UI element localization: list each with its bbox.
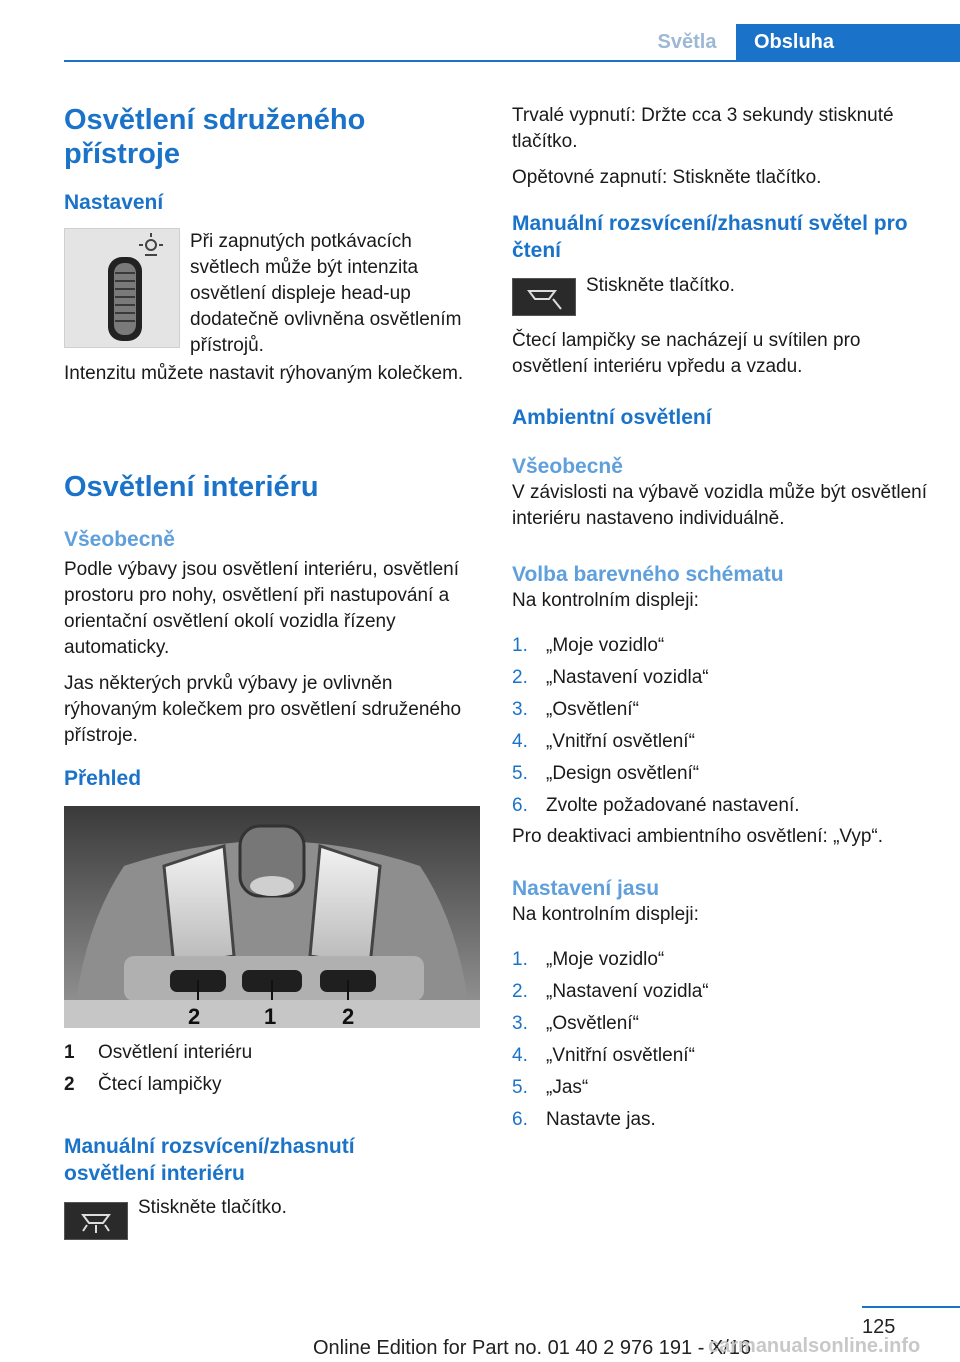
color-steps-list <box>512 630 928 822</box>
heading-prehled: Přehled <box>64 767 142 790</box>
list-item: 6. Zvolte požadované nastavení. <box>512 795 800 816</box>
brightness-intro-text: Na kontrolním displeji: <box>512 904 699 925</box>
heading-ambient-general: Všeobecně <box>512 455 623 478</box>
legend-text: Čtecí lampičky <box>98 1074 222 1095</box>
color-intro-text: Na kontrolním displeji: <box>512 590 699 611</box>
list-item: 5. „Design osvětlení“ <box>512 763 700 784</box>
legend-text: Osvětlení interiéru <box>98 1042 253 1063</box>
heading-brightness: Nastavení jasu <box>512 877 660 900</box>
heading-ambient: Ambientní osvětlení <box>512 406 712 429</box>
reading-location-text: Čtecí lampičky se nacházejí u svítilen pro osvětlení interiéru vpředu a vzadu. <box>512 330 861 377</box>
list-item: 3. „Osvětlení“ <box>512 699 639 720</box>
permanent-off-text: Trvalé vypnutí: Držte cca 3 sekundy stisknuté tlačítko. <box>512 105 894 152</box>
nastaveni-text: Při zapnutých potkávacích světlech může být intenzita osvětlení displeje head-up dodatečně ovlivněna osvětlením přístrojů. <box>190 231 462 356</box>
interior-light-photo <box>64 806 480 1028</box>
reading-text: Stiskněte tlačítko. <box>586 275 735 296</box>
photo-label-right: 2 <box>342 1004 355 1028</box>
section-title-instrument-lighting: Osvětlení sdruženého přístroje <box>64 104 366 170</box>
photo-label-center: 1 <box>264 1004 277 1028</box>
list-item: 4. „Vnitřní osvětlení“ <box>512 731 695 752</box>
list-item: 1. „Moje vozidlo“ <box>512 635 665 656</box>
watermark: carmanualsonline.info <box>708 1335 921 1357</box>
list-item: 4. „Vnitřní osvětlení“ <box>512 1045 695 1066</box>
header-tab-svetla[interactable]: Světla <box>657 31 717 53</box>
interior-light-button-icon <box>64 1202 128 1240</box>
dimmer-wheel-icon <box>64 228 180 348</box>
photo-label-left: 2 <box>188 1004 201 1028</box>
brightness-steps-list <box>512 944 928 1136</box>
page-number: 125 <box>862 1316 896 1338</box>
header-rule <box>64 60 960 62</box>
vseobecne-p1: Podle výbavy jsou osvětlení interiéru, osvětlení prostoru pro nohy, osvětlení při nastupování a orientační osvětlení okolí vozidla řízeny automaticky. <box>64 559 459 658</box>
footer-edition: Online Edition for Part no. 01 40 2 976 191 - X/16 <box>313 1337 752 1359</box>
section-title-interior-lighting: Osvětlení interiéru <box>64 471 319 503</box>
legend-num: 2 <box>64 1074 75 1095</box>
heading-nastaveni: Nastavení <box>64 191 164 214</box>
list-item: 2. „Nastavení vozidla“ <box>512 981 709 1002</box>
manual-interior-text: Stiskněte tlačítko. <box>138 1197 287 1218</box>
header-tab-obsluha[interactable]: Obsluha <box>736 24 960 61</box>
heading-color-scheme: Volba barevného schématu <box>512 563 784 586</box>
ambient-general-text: V závislosti na výbavě vozidla může být osvětlení interiéru nastaveno individuálně. <box>512 482 928 529</box>
heading-manual-interior: Manuální rozsvícení/zhasnutí osvětlení interiéru <box>64 1135 355 1185</box>
heading-vseobecne: Všeobecně <box>64 528 175 551</box>
list-item: 2. „Nastavení vozidla“ <box>512 667 709 688</box>
footer-rule <box>862 1306 960 1308</box>
legend-num: 1 <box>64 1042 75 1063</box>
re-enable-text: Opětovné zapnutí: Stiskněte tlačítko. <box>512 167 822 188</box>
list-item: 1. „Moje vozidlo“ <box>512 949 665 970</box>
vseobecne-p2: Jas některých prvků výbavy je ovlivněn rýhovaným kolečkem pro osvětlení sdruženého přístroje. <box>64 673 462 746</box>
color-deactivate-text: Pro deaktivaci ambientního osvětlení: „Vyp“. <box>512 826 884 847</box>
heading-reading-lights: Manuální rozsvícení/zhasnutí světel pro čtení <box>512 212 908 262</box>
reading-light-button-icon <box>512 278 576 316</box>
list-item: 5. „Jas“ <box>512 1077 589 1098</box>
list-item: 3. „Osvětlení“ <box>512 1013 639 1034</box>
list-item: 6. Nastavte jas. <box>512 1109 656 1130</box>
nastaveni-text-2: Intenzitu můžete nastavit rýhovaným kolečkem. <box>64 363 464 384</box>
